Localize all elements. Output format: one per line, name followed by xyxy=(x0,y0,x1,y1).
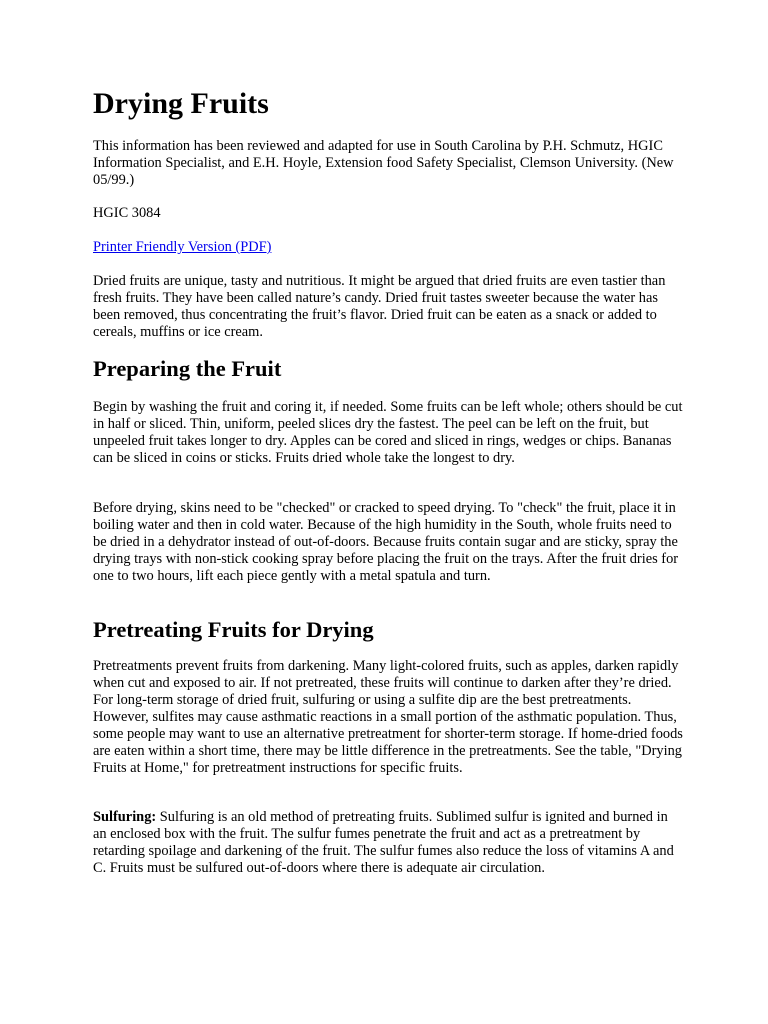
section-heading-preparing: Preparing the Fruit xyxy=(93,356,282,381)
pretreating-paragraph-1: Pretreatments prevent fruits from darkening. Many light-colored fruits, such as apples, darken rapidly when cut and exposed to air. If not pretreated, these fruits will continue to darken after they’re dried. For long-term storage of dried fruit, sulfuring or using a sulfite dip are the best pretreatments. However, sulfites may cause asthmatic reactions in a small portion of the asthmatic population. Thus, some people may want to use an alternative pretreatment for shorter-term storage. If home-dried foods are eaten within a short time, there may be little difference in the pretreatments. See the table, "Drying Fruits at Home," for pretreatment instructions for specific fruits. xyxy=(93,658,683,776)
overview-paragraph: Dried fruits are unique, tasty and nutritious. It might be argued that dried fruits are even tastier than fresh fruits. They have been called nature’s candy. Dried fruit tastes sweeter because the water has been removed, thus concentrating the fruit’s flavor. Dried fruit can be eaten as a snack or added to cereals, muffins or ice cream. xyxy=(93,273,666,340)
section-heading-pretreating: Pretreating Fruits for Drying xyxy=(93,617,374,642)
sulfuring-term: Sulfuring: xyxy=(93,809,157,825)
preparing-paragraph-1: Begin by washing the fruit and coring it, if needed. Some fruits can be left whole; others should be cut in half or sliced. Thin, uniform, peeled slices dry the fastest. The peel can be left on the fruit, but unpeeled fruit takes longer to dry. Apples can be cored and sliced in rings, wedges or chips. Bananas can be sliced in coins or sticks. Fruits dried whole take the longest to dry. xyxy=(93,399,683,466)
printer-friendly-pdf-link[interactable]: Printer Friendly Version (PDF) xyxy=(93,239,272,255)
page-title: Drying Fruits xyxy=(93,87,269,120)
pdf-link-line xyxy=(93,239,683,256)
sulfuring-paragraph xyxy=(93,809,683,877)
intro-paragraph: This information has been reviewed and adapted for use in South Carolina by P.H. Schmutz, HGIC Information Specialist, and E.H. Hoyle, Extension food Safety Specialist, Clemson University. (New 05/99.) xyxy=(93,138,674,188)
sulfuring-text: Sulfuring is an old method of pretreating fruits. Sublimed sulfur is ignited and burned in an enclosed box with the fruit. The sulfur fumes penetrate the fruit and act as a pretreatment by retarding spoilage and darkening of the fruit. The sulfur fumes also reduce the loss of vitamins A and C. Fruits must be sulfured out-of-doors where there is adequate air circulation. xyxy=(93,809,674,876)
preparing-paragraph-2: Before drying, skins need to be "checked" or cracked to speed drying. To "check" the fruit, place it in boiling water and then in cold water. Because of the high humidity in the South, whole fruits need to be dried in a dehydrator instead of out-of-doors. Because fruits contain sugar and are sticky, spray the drying trays with non-stick cooking spray before placing the fruit on the trays. After the fruit dries for one to two hours, lift each piece gently with a metal spatula and turn. xyxy=(93,500,679,584)
document-code: HGIC 3084 xyxy=(93,205,161,221)
